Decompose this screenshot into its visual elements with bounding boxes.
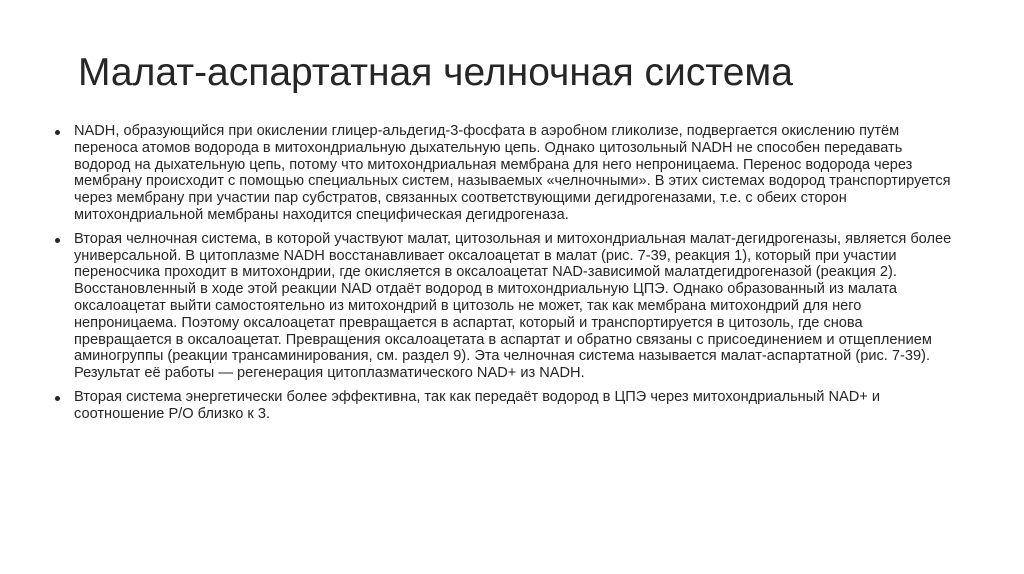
bullet-dot-icon (55, 130, 60, 135)
bullet-dot-icon (55, 238, 60, 243)
bullet-list (55, 123, 955, 430)
bullet-text: Вторая система энергетически более эффективна, так как передаёт водород в ЦПЭ через митохондриальный NAD+ и соотношение Р/О близко к 3. (74, 388, 880, 422)
bullet-text: NADH, образующийся при окислении глицер-альдегид-3-фосфата в аэробном гликолизе, подвергается окислению путём переноса атомов водорода в митохондриальную дыхательную цепь. Однако цитозольный NADH не способен передавать водород на дыхательную цепь, потому что митохондриальная мембрана для него непроницаема. Перенос водорода через мембрану происходит с помощью специальных систем, называемых «челночными». В этих системах водород транспортируется через мембрану при участии пар субстратов, связанных соответствующими дегидрогеназами, т.е. с обеих сторон митохондриальной мембраны находится специфическая дегидрогеназа. (74, 123, 951, 223)
bullet-item (55, 231, 955, 382)
bullet-text: Вторая челночная система, в которой участвуют малат, цитозольная и митохондриальная малат-дегидрогеназы, является более универсальной. В цитоплазме NADH восстанавливает оксалоацетат в малат (рис. 7-39, реакция 1), который при участии переносчика проходит в митохондрии, где окисляется в оксалоацетат NAD-зависимой малатдегидрогеназой (реакция 2). Восстановленный в ходе этой реакции NAD отдаёт водород в митохондриальную ЦПЭ. Однако образованный из малата оксалоацетат выйти самостоятельно из митохондрий в цитозоль не может, так как мембрана митохондрий для него непроницаема. Поэтому оксалоацетат превращается в аспартат, который и транспортируется в цитозоль, где снова превращается в оксалоацетат. Превращения оксалоацетата в аспартат и обратно связаны с присоединением и отщеплением аминогруппы (реакции трансаминирования, см. раздел 9). Эта челночная система называется малат-аспартатной (рис. 7-39). Результат её работы — регенерация цитоплазматического NAD+ из NADH. (74, 230, 952, 382)
bullet-item (55, 389, 955, 423)
bullet-dot-icon (55, 396, 60, 401)
slide-title: Малат-аспартатная челночная система (78, 51, 793, 94)
bullet-item (55, 123, 955, 224)
